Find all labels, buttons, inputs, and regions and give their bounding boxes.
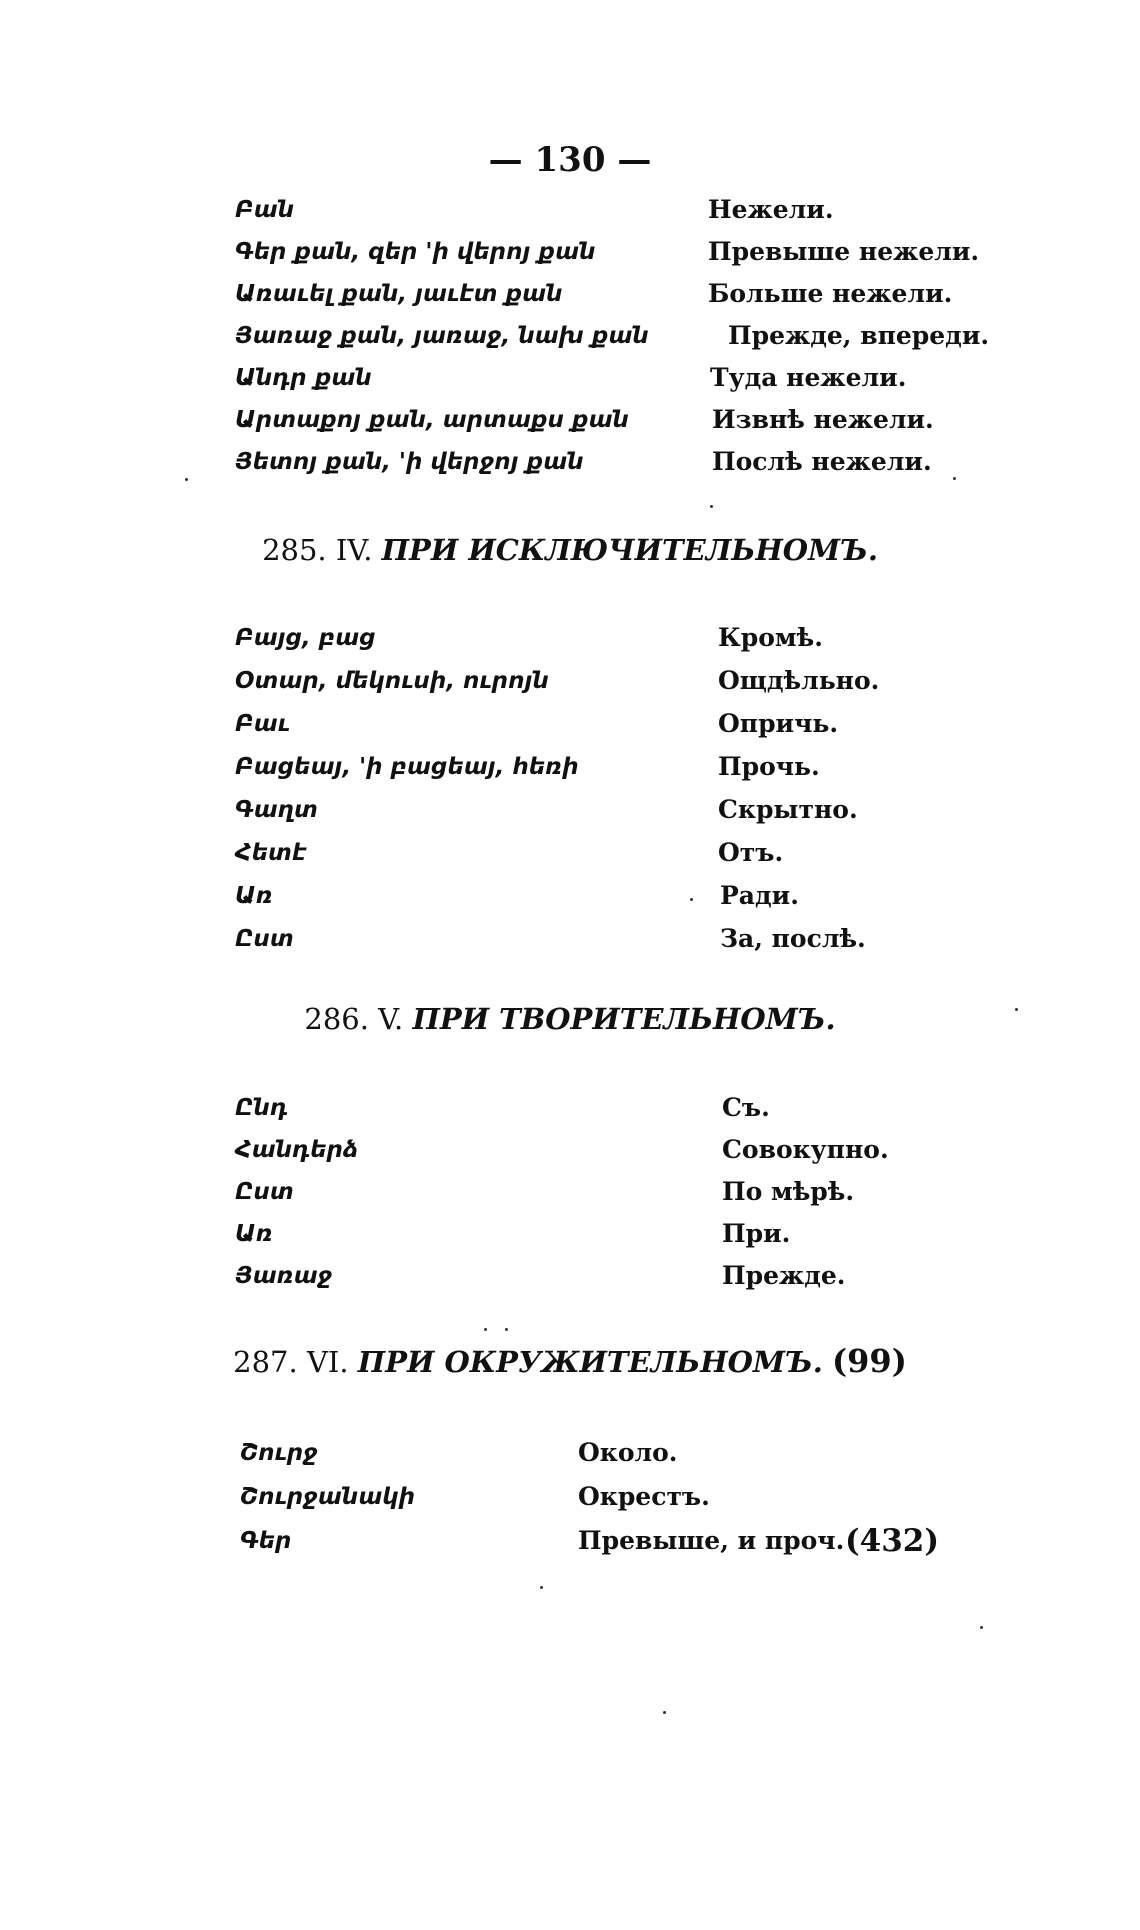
armenian-term: Շուրջանակի	[240, 1484, 416, 1510]
armenian-term: Բան	[235, 197, 295, 223]
russian-translation: Нежели.	[708, 195, 834, 224]
section-title: ПРИ ИСКЛЮЧИТЕЛЬНОМЪ.	[381, 533, 878, 567]
armenian-term: Առ	[235, 1221, 273, 1247]
list-item	[0, 1088, 1140, 1128]
section-heading-286	[0, 1002, 1140, 1036]
russian-translation: Прежде, впереди.	[728, 321, 990, 350]
list-item	[0, 190, 1140, 230]
armenian-term: Օտար, մեկուսի, ուրոյն	[235, 668, 549, 694]
speck	[540, 1586, 543, 1589]
armenian-term: Յառաջ քան, յառաջ, նախ քան	[235, 323, 649, 349]
armenian-term: Բայց, բաց	[235, 625, 376, 651]
armenian-term: Հանդերձ	[235, 1137, 359, 1163]
list-item	[0, 704, 1140, 744]
russian-translation: Совокупно.	[722, 1135, 889, 1164]
list-item	[0, 358, 1140, 398]
list-item	[0, 1433, 1140, 1473]
list-item	[0, 618, 1140, 658]
list-item	[0, 747, 1140, 787]
armenian-term: Գեր	[240, 1528, 292, 1554]
armenian-term: Առաւել քան, յաւէտ քան	[235, 281, 563, 307]
armenian-term: Ըստ	[235, 926, 294, 952]
speck	[980, 1626, 983, 1629]
armenian-term: Յառաջ	[235, 1263, 333, 1289]
cross-reference: (99)	[832, 1342, 907, 1380]
cross-reference: (432)	[845, 1523, 940, 1559]
armenian-term: Յետոյ քան, 'ի վերջոյ քան	[235, 449, 584, 475]
armenian-term: Ըստ	[235, 1179, 294, 1205]
russian-translation: Превыше нежели.	[708, 237, 980, 266]
russian-translation: Съ.	[722, 1093, 770, 1122]
section-title: ПРИ ТВОРИТЕЛЬНОМЪ.	[412, 1002, 836, 1036]
page-number: — 130 —	[488, 140, 652, 180]
list-item	[0, 316, 1140, 356]
armenian-term: Շուրջ	[240, 1440, 318, 1466]
list-item	[0, 1521, 1140, 1561]
armenian-term: Ընդ	[235, 1095, 288, 1121]
russian-translation: Ощдѣльно.	[718, 666, 880, 695]
speck	[710, 505, 713, 508]
speck	[185, 478, 188, 481]
list-item	[0, 919, 1140, 959]
russian-translation: Извнѣ нежели.	[712, 405, 934, 434]
section-roman: V.	[378, 1002, 404, 1036]
list-item	[0, 1214, 1140, 1254]
russian-translation: Опричь.	[718, 709, 839, 738]
russian-translation: Ради.	[720, 881, 799, 910]
speck	[663, 1711, 666, 1714]
speck	[484, 1328, 487, 1331]
russian-translation: Скрытно.	[718, 795, 858, 824]
armenian-term: Հետէ	[235, 840, 307, 866]
list-item	[0, 1256, 1140, 1296]
section-heading-285	[0, 533, 1140, 567]
russian-translation: При.	[722, 1219, 791, 1248]
section-title: ПРИ ОКРУЖИТЕЛЬНОМЪ.	[357, 1345, 823, 1379]
section-heading-287	[0, 1342, 1140, 1380]
russian-translation: Туда нежели.	[710, 363, 907, 392]
armenian-term: Գեր քան, զեր 'ի վերոյ քան	[235, 239, 596, 265]
list-item	[0, 274, 1140, 314]
russian-translation: Отъ.	[718, 838, 784, 867]
list-item	[0, 790, 1140, 830]
russian-translation: Послѣ нежели.	[712, 447, 932, 476]
list-item	[0, 442, 1140, 482]
russian-translation: Прочь.	[718, 752, 820, 781]
armenian-term: Արտաքոյ քան, արտաքս քան	[235, 407, 629, 433]
speck	[505, 1328, 508, 1331]
speck	[953, 477, 956, 480]
armenian-term: Առ	[235, 883, 273, 909]
list-item	[0, 876, 1140, 916]
section-number: 287.	[233, 1345, 298, 1379]
list-item	[0, 232, 1140, 272]
russian-translation: Больше нежели.	[708, 279, 953, 308]
list-item	[0, 400, 1140, 440]
section-roman: VI.	[306, 1345, 349, 1379]
russian-translation: За, послѣ.	[720, 924, 866, 953]
speck	[1015, 1008, 1018, 1011]
russian-translation: Окрестъ.	[578, 1482, 710, 1511]
list-item	[0, 833, 1140, 873]
list-item	[0, 1130, 1140, 1170]
russian-translation: Прежде.	[722, 1261, 846, 1290]
section-number: 285.	[262, 533, 327, 567]
list-item	[0, 661, 1140, 701]
armenian-term: Գաղտ	[235, 797, 318, 823]
speck	[690, 898, 693, 901]
russian-translation: По мѣрѣ.	[722, 1177, 855, 1206]
section-number: 286.	[304, 1002, 369, 1036]
list-item	[0, 1172, 1140, 1212]
list-item	[0, 1477, 1140, 1517]
armenian-term: Բացեայ, 'ի բացեայ, հեռի	[235, 754, 579, 780]
russian-translation: Превыше, и проч.	[578, 1526, 845, 1555]
section-roman: IV.	[335, 533, 373, 567]
russian-translation: Кромѣ.	[718, 623, 823, 652]
armenian-term: Բաւ	[235, 711, 290, 737]
armenian-term: Անդր քան	[235, 365, 372, 391]
russian-translation: Около.	[578, 1438, 678, 1467]
